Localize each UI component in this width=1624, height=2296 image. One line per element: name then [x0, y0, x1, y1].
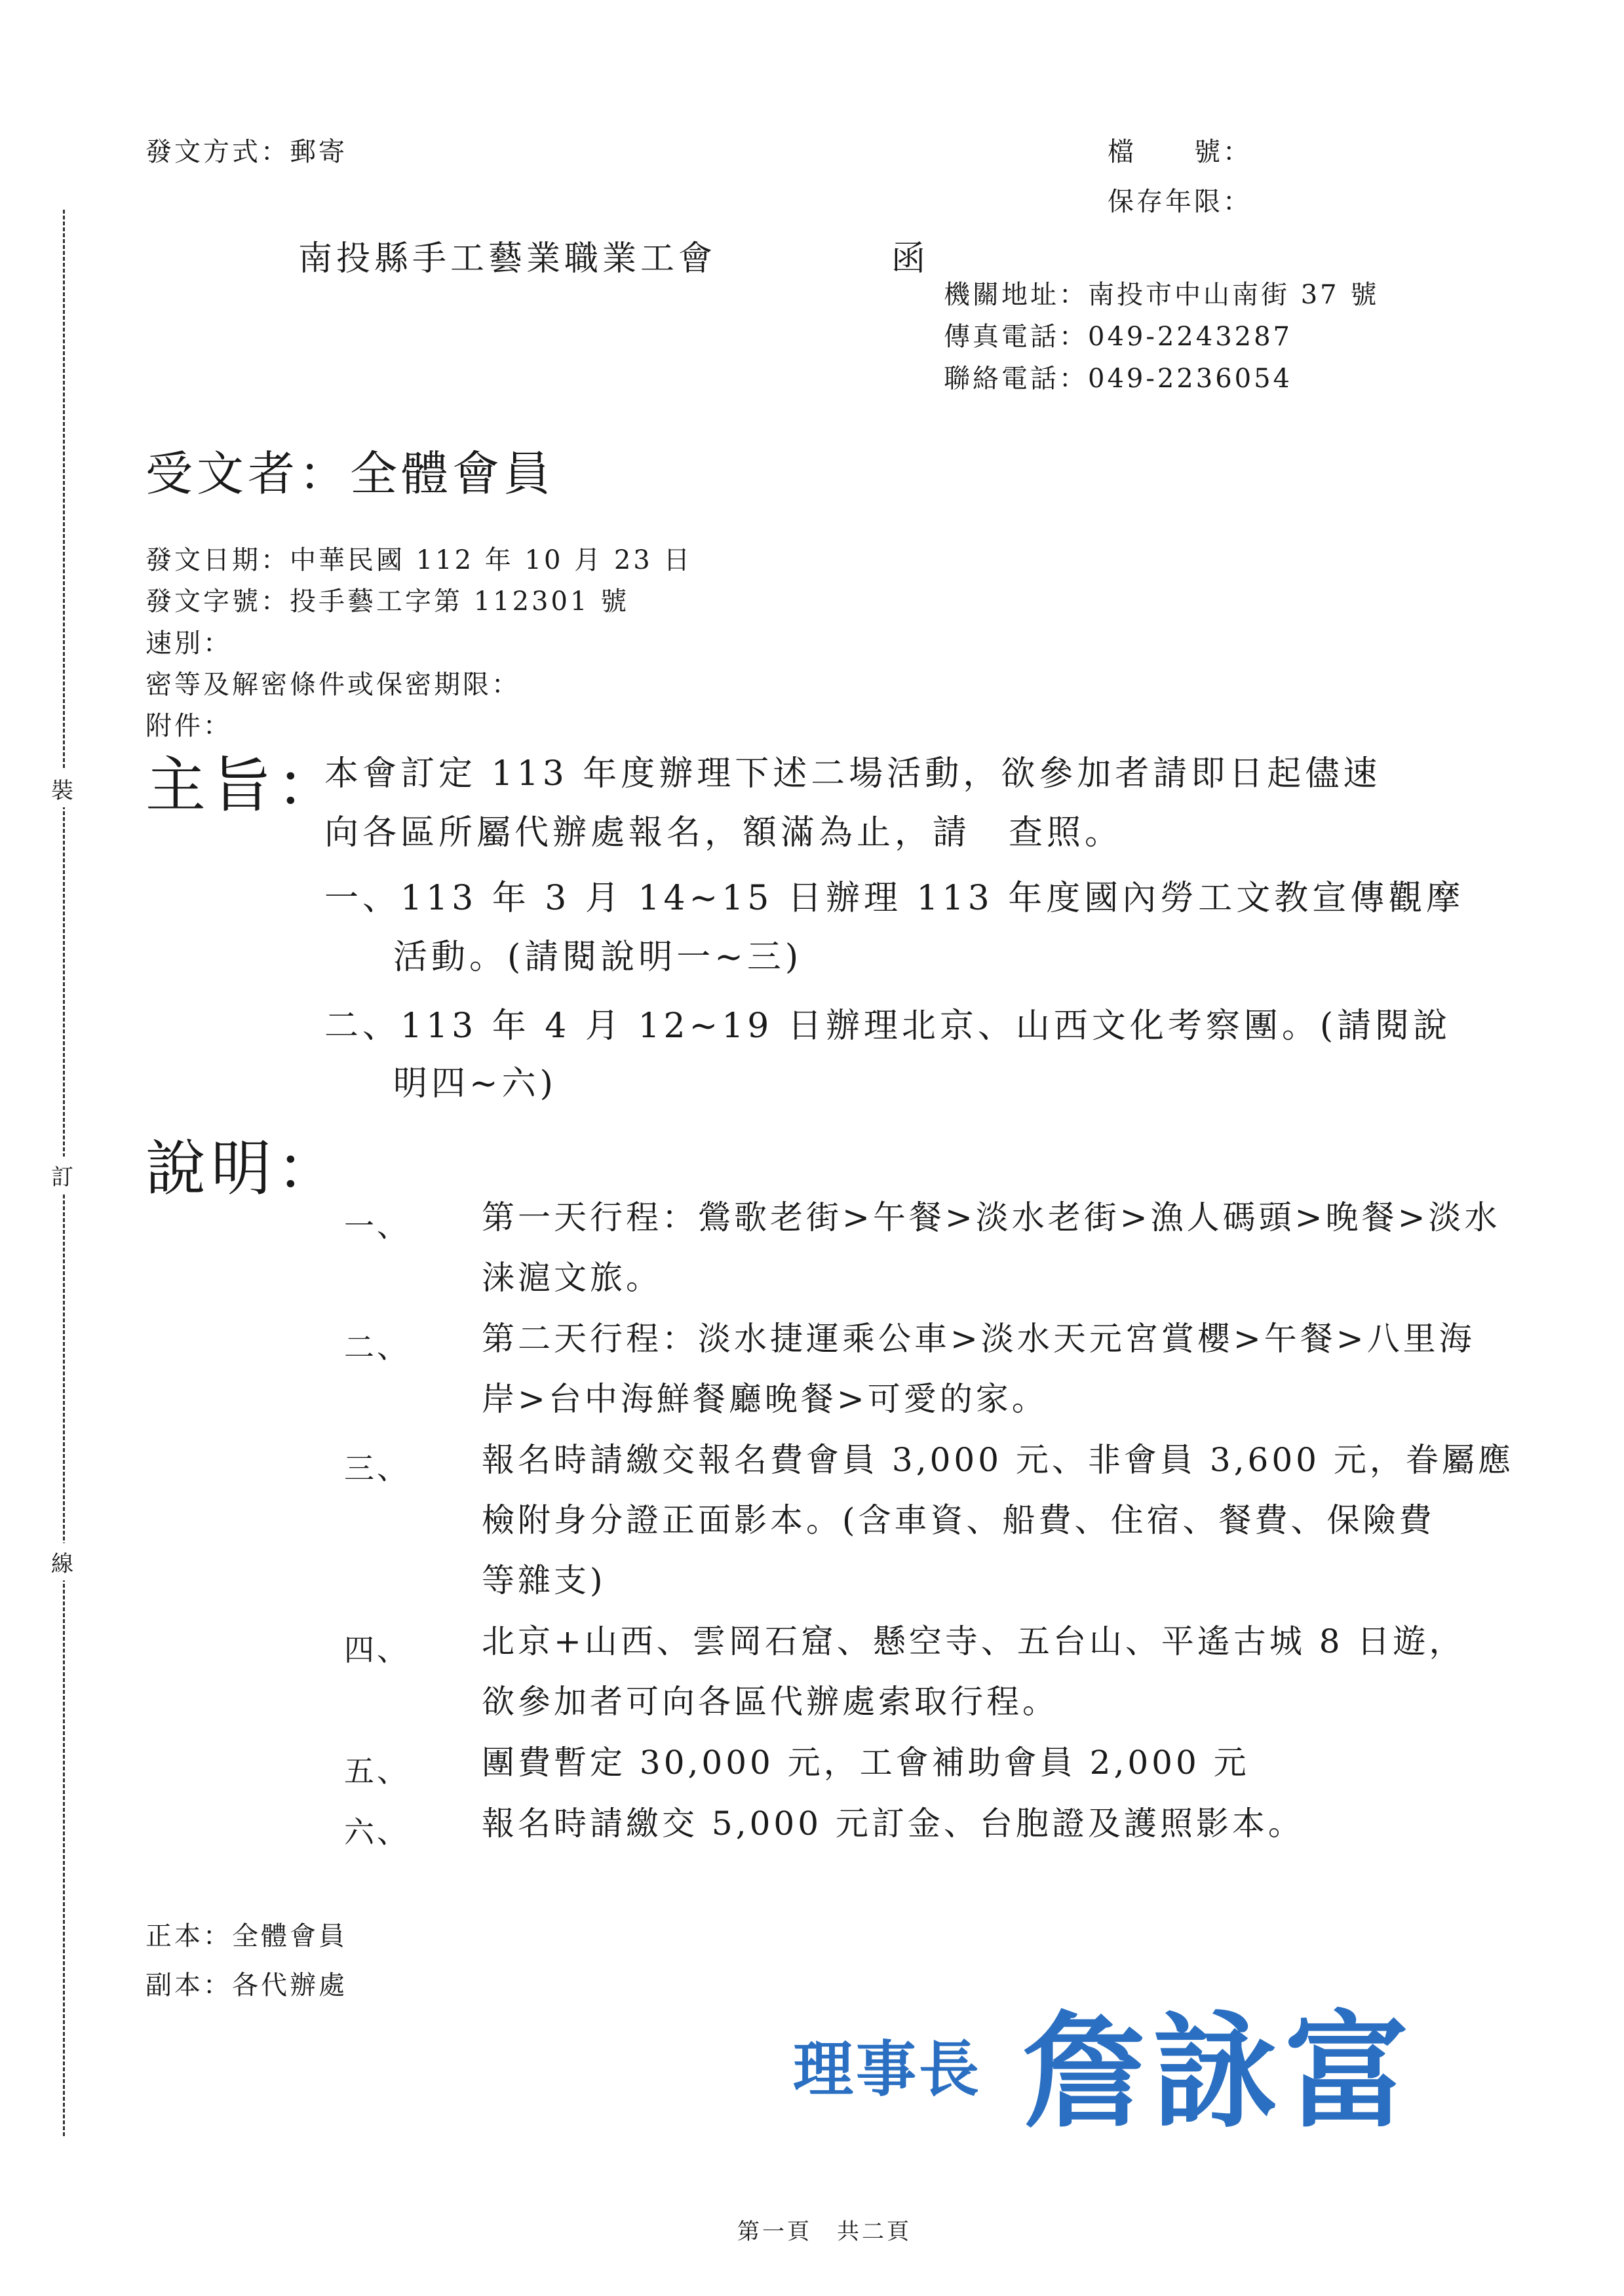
copy-distribution: 副本：各代辦處 — [145, 1970, 347, 2000]
subject-item-1-line-1: 一、113 年 3 月 14~15 日辦理 113 年度國內勞工文教宣傳觀摩 — [324, 879, 1465, 918]
subject-label: 主旨： — [145, 750, 343, 820]
explanation-item-1-line-2: 涞滬文旅。 — [482, 1259, 662, 1297]
subject-item-2-line-1: 二、113 年 4 月 12~19 日辦理北京、山西文化考察團。(請閱說 — [324, 1006, 1452, 1046]
subject-line-1: 本會訂定 113 年度辦理下述二場活動，欲參加者請即日起儘速 — [324, 754, 1382, 794]
explanation-item-3-line-1: 報名時請繳交報名費會員 3,000 元、非會員 3,600 元，眷屬應 — [482, 1441, 1514, 1479]
explanation-item-4-line-1: 北京+山西、雲岡石窟、懸空寺、五台山、平遙古城 8 日遊， — [482, 1622, 1465, 1660]
explanation-item-2-line-1: 第二天行程：淡水捷運乘公車>淡水天元宮賞櫻>午餐>八里海 — [482, 1320, 1475, 1358]
explanation-item-3-number: 三、 — [344, 1451, 410, 1486]
page-footer: 第一頁 共二頁 — [737, 2219, 912, 2245]
org-name: 南投縣手工藝業職業工會 — [298, 239, 717, 278]
explanation-item-3-line-3: 等雜支) — [482, 1561, 606, 1599]
explanation-item-1-number: 一、 — [344, 1208, 410, 1244]
explanation-item-2-number: 二、 — [344, 1330, 410, 1365]
binding-mark-zhuang: 裝 — [51, 770, 73, 807]
subject-item-1-line-2: 活動。(請閱說明一~三) — [393, 938, 803, 977]
speed-class: 速別： — [145, 628, 232, 659]
explanation-item-1-line-1: 第一天行程：鶯歌老街>午餐>淡水老街>漁人碼頭>晚餐>淡水 — [482, 1198, 1501, 1236]
org-phone: 聯絡電話：049-2236054 — [944, 364, 1293, 394]
recipient: 受文者：全體會員 — [145, 446, 555, 501]
retention-label: 保存年限： — [1108, 187, 1252, 217]
signature-name: 詹詠富 — [1022, 1999, 1416, 2145]
subject-line-2: 向各區所屬代辦處報名，額滿為止，請 查照。 — [324, 813, 1123, 852]
file-number-label: 檔 號： — [1108, 137, 1252, 167]
dispatch-method: 發文方式：郵寄 — [145, 137, 347, 167]
explanation-item-6-line-1: 報名時請繳交 5,000 元訂金、台胞證及護照影本。 — [482, 1805, 1304, 1843]
explanation-item-6-number: 六、 — [344, 1814, 410, 1850]
reference-number: 發文字號：投手藝工字第 112301 號 — [145, 586, 630, 617]
binding-mark-xian: 線 — [51, 1543, 73, 1580]
org-fax: 傳真電話：049-2243287 — [944, 322, 1293, 352]
secrecy-terms: 密等及解密條件或保密期限： — [145, 670, 520, 700]
issue-date: 發文日期：中華民國 112 年 10 月 23 日 — [145, 545, 693, 575]
doc-type: 函 — [891, 239, 930, 278]
org-address: 機關地址：南投市中山南街 37 號 — [944, 280, 1380, 310]
original-distribution: 正本：全體會員 — [145, 1921, 347, 1951]
signature-title: 理事長 — [793, 2034, 982, 2105]
subject-item-2-line-2: 明四~六) — [393, 1064, 557, 1103]
explanation-item-2-line-2: 岸>台中海鮮餐廳晚餐>可愛的家。 — [482, 1380, 1048, 1418]
explanation-item-4-line-2: 欲參加者可向各區代辦處索取行程。 — [482, 1683, 1058, 1721]
explanation-label: 說明： — [145, 1134, 343, 1204]
explanation-item-3-line-2: 檢附身分證正面影本。(含車資、船費、住宿、餐費、保險費 — [482, 1501, 1435, 1539]
attachment: 附件： — [145, 711, 232, 741]
binding-mark-ding: 訂 — [51, 1157, 73, 1194]
explanation-item-5-number: 五、 — [344, 1753, 410, 1789]
explanation-item-4-number: 四、 — [344, 1632, 410, 1668]
explanation-item-5-line-1: 團費暫定 30,000 元，工會補助會員 2,000 元 — [482, 1744, 1250, 1782]
